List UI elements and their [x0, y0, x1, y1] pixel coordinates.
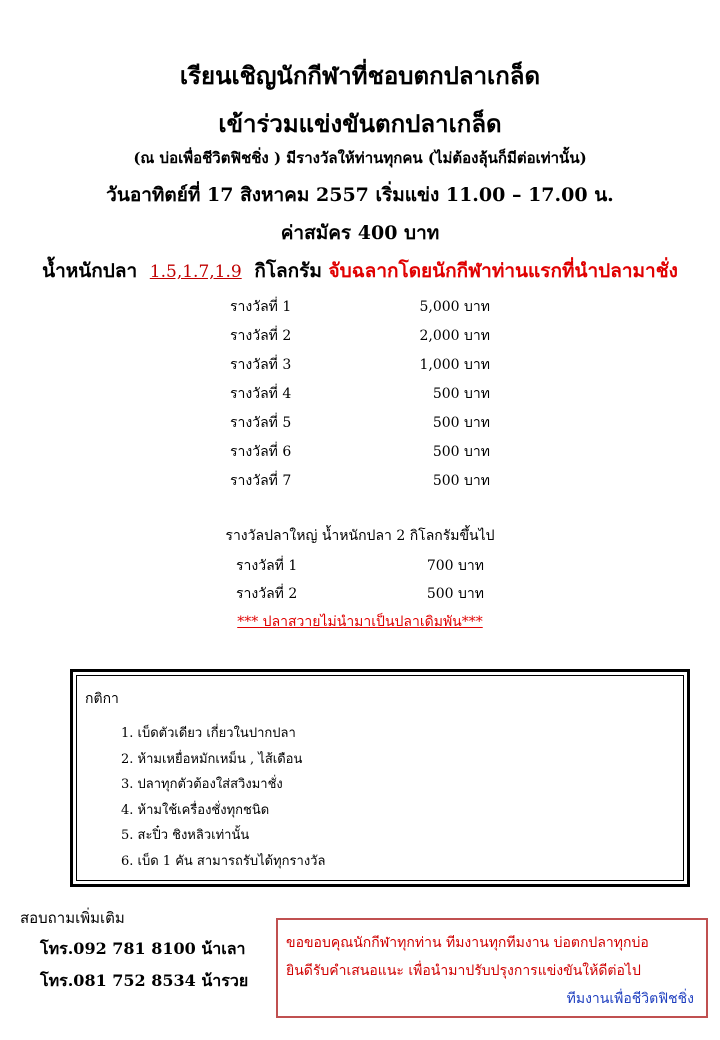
rules-box: [70, 669, 690, 887]
contact-label: สอบถามเพิ่มเติม: [20, 909, 125, 927]
weight-unit: กิโลกรัม: [254, 260, 322, 282]
prize-label: รางวัลที่ 7: [230, 473, 292, 489]
prize-label: รางวัลที่ 1: [230, 299, 292, 315]
prize-amount: 700 บาท: [426, 558, 484, 574]
prize-row: [230, 470, 490, 496]
prize-label: รางวัลที่ 4: [230, 386, 292, 402]
title-line-1: เรียนเชิญนักกีฬาที่ชอบตกปลาเกล็ด: [179, 61, 541, 90]
prize-label: รางวัลที่ 1: [236, 558, 298, 574]
venue-note: (ณ บ่อเพื่อชีวิตฟิชชิ่ง ) มีรางวัลให้ท่านทุกคน (ไม่ต้องลุ้นก็มีต่อเท่านั้น): [133, 149, 587, 167]
prize-label: รางวัลที่ 2: [230, 328, 292, 344]
weight-values: 1.5,1.7,1.9: [149, 262, 242, 282]
entry-fee: ค่าสมัคร 400 บาท: [280, 222, 440, 244]
title-line-2: เข้าร่วมแข่งขันตกปลาเกล็ด: [218, 109, 502, 138]
weight-draw-note: จับฉลากโดยนักกีฬาท่านแรกที่นำปลามาชั่ง: [328, 260, 678, 282]
weight-prefix: น้ำหนักปลา: [42, 260, 138, 282]
rule-item: 2. ห้ามเหยื่อหมักเหม็น , ไส้เดือน: [121, 751, 303, 767]
event-date: วันอาทิตย์ที่ 17 สิงหาคม 2557 เริ่มแข่ง 11.00 – 17.00 น.: [106, 184, 614, 206]
prize-amount: 500 บาท: [432, 386, 490, 402]
thanks-box: [276, 918, 708, 1018]
prize-amount: 1,000 บาท: [419, 357, 490, 373]
rule-item: 6. เบ็ด 1 คัน สามารถรับได้ทุกรางวัล: [121, 853, 326, 869]
thanks-line-2: ยินดีรับคำเสนอแนะ เพื่อนำมาปรับปรุงการแข่งขันให้ดีต่อไป: [286, 963, 641, 979]
prize-label: รางวัลที่ 6: [230, 444, 292, 460]
prize-row: [230, 296, 490, 322]
big-fish-warning: *** ปลาสวายไม่นำมาเป็นปลาเดิมพัน***: [237, 614, 483, 630]
prize-amount: 2,000 บาท: [419, 328, 490, 344]
prize-amount: 5,000 บาท: [419, 299, 490, 315]
big-fish-prize-row: [236, 555, 484, 581]
thanks-line-1: ขอขอบคุณนักกีฬาทุกท่าน ทีมงานทุกทีมงาน บ่อตกปลาทุกบ่อ: [286, 935, 649, 951]
prize-label: รางวัลที่ 3: [230, 357, 292, 373]
contact-phone: โทร.092 781 8100 น้าเลา: [40, 939, 246, 958]
contact-phone: โทร.081 752 8534 น้ารวย: [40, 971, 249, 990]
prize-row: [230, 412, 490, 438]
rule-item: 5. สะปิ๋ว ชิงหลิวเท่านั้น: [121, 828, 250, 843]
prize-row: [230, 441, 490, 467]
prize-row: [230, 325, 490, 351]
thanks-signature: ทีมงานเพื่อชีวิตฟิชชิ่ง: [566, 991, 694, 1007]
weight-line: [0, 256, 720, 286]
rules-list: [121, 722, 325, 875]
big-fish-prize-row: [236, 583, 484, 609]
big-fish-title: รางวัลปลาใหญ่ น้ำหนักปลา 2 กิโลกรัมขึ้นไป: [225, 528, 495, 544]
rule-item: 4. ห้ามใช้เครื่องชั่งทุกชนิด: [121, 802, 270, 818]
prize-row: [230, 383, 490, 409]
rules-title: กติกา: [85, 691, 119, 707]
prize-amount: 500 บาท: [432, 444, 490, 460]
prize-amount: 500 บาท: [432, 415, 490, 431]
rule-item: 1. เบ็ดตัวเดียว เกี่ยวในปากปลา: [121, 726, 296, 741]
prize-label: รางวัลที่ 2: [236, 586, 298, 602]
prize-label: รางวัลที่ 5: [230, 415, 292, 431]
prize-row: [230, 354, 490, 380]
rule-item: 3. ปลาทุกตัวต้องใส่สวิงมาชั่ง: [121, 777, 283, 792]
prize-amount: 500 บาท: [426, 586, 484, 602]
rules-box-inner: [76, 675, 684, 881]
prize-amount: 500 บาท: [432, 473, 490, 489]
